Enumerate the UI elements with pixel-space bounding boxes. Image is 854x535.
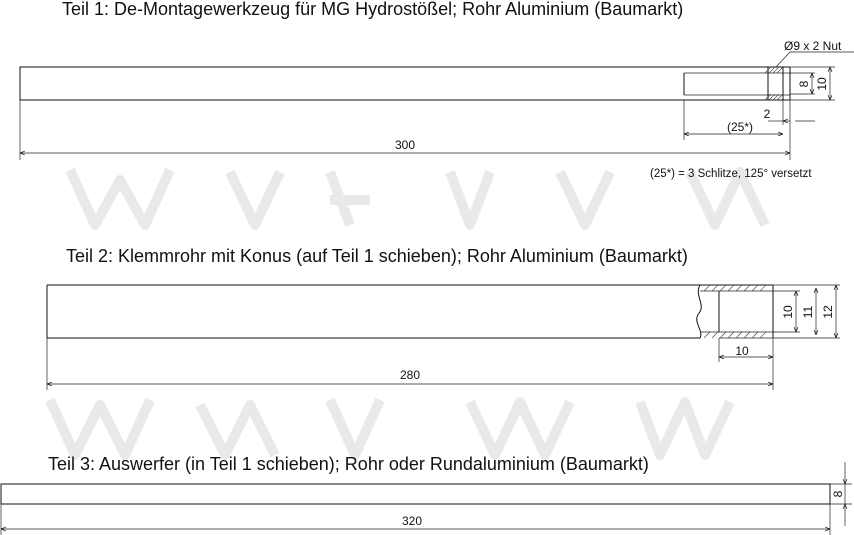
part3-length-label: 320 <box>401 514 423 528</box>
part1-outer-label: 10 <box>815 77 829 91</box>
part2-d3-label: 12 <box>821 305 835 319</box>
watermark <box>50 170 765 455</box>
part2-d2-label: 11 <box>801 305 815 319</box>
part2-cone-label: 10 <box>735 344 749 358</box>
part1-groove-label: Ø9 x 2 Nut <box>784 39 842 53</box>
part2-tube <box>47 285 773 338</box>
part2-length-label: 280 <box>399 368 421 382</box>
part2-d1-label: 10 <box>781 305 795 319</box>
part1-groove-leader <box>776 52 790 67</box>
part3-diameter-label: 8 <box>831 490 845 498</box>
part1-depth-label: 2 <box>763 107 771 121</box>
part1-slot-label: (25*) <box>726 120 754 134</box>
part1-tube <box>20 67 790 100</box>
part3-rod <box>1 484 830 504</box>
part3-title: Teil 3: Auswerfer (in Teil 1 schieben); Rohr oder Rundaluminium (Baumarkt) <box>48 454 649 474</box>
part1-title: Teil 1: De-Montagewerkzeug für MG Hydrostößel; Rohr Aluminium (Baumarkt) <box>62 0 684 19</box>
part2-title: Teil 2: Klemmrohr mit Konus (auf Teil 1 schieben); Rohr Aluminium (Baumarkt) <box>66 246 688 266</box>
part1-inner-label: 8 <box>797 80 811 88</box>
part1-note: (25*) = 3 Schlitze, 125° versetzt <box>650 168 812 180</box>
part1-length-label: 300 <box>394 138 416 152</box>
